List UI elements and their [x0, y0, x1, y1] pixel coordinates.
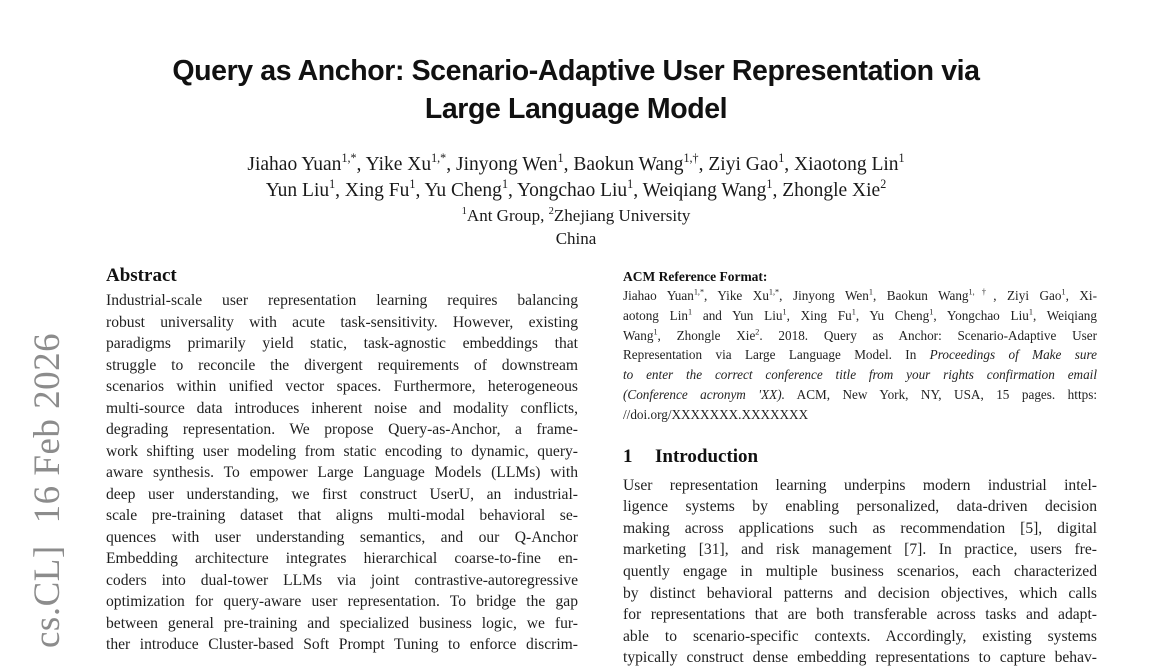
- acm-reference-heading: ACM Reference Format:: [623, 269, 768, 284]
- affiliation-country: China: [555, 229, 597, 248]
- acm-line: Representation via Large Language Model. In Proceedings of Make sure: [623, 347, 1097, 363]
- author-name: Yu Cheng: [424, 180, 502, 201]
- intro-line: quently engage in multiple business scenarios, each characterized: [623, 562, 1097, 580]
- abstract-line: paradigms primarily yield static, task-agnostic embeddings that: [106, 335, 578, 352]
- arxiv-date: 16 Feb 2026: [27, 332, 68, 524]
- author-name: Xiaotong Lin: [794, 154, 899, 175]
- acm-line: to enter the correct conference title from your rights confirmation email: [623, 367, 1097, 383]
- intro-line: ligence systems by enabling personalized, data-driven decision: [623, 498, 1097, 516]
- affiliations: [0, 204, 1152, 227]
- intro-line: marketing [31], and risk management [7]. In practice, users fre-: [623, 541, 1097, 559]
- author-affil-sup: 2: [880, 177, 887, 192]
- left-column: [106, 264, 578, 656]
- arxiv-stamp: [28, 333, 68, 648]
- abstract-line: robust universality with acute task-sensitivity. However, existing: [106, 313, 578, 331]
- introduction-body: [623, 475, 1097, 669]
- author-name: Yike Xu: [365, 154, 432, 175]
- author-affil-sup: 1: [627, 177, 634, 192]
- author-affil-sup: 1: [329, 177, 336, 192]
- intro-line: User representation learning underpins modern industrial intel-: [623, 476, 1097, 494]
- author-line-1: Jiahao Yuan$^{1,*}$, Yike $Xu^{1,*}$, Jinyong Wen$^1$, Baokun Wang$^{1,\dagger}$, Ziyi Gao$^1$, Xiaotong Lin$^1$: [247, 151, 905, 175]
- affiliation-ant-group: Ant Group,: [466, 206, 545, 225]
- author-name: Xing Fu: [344, 180, 410, 201]
- author-affil-sup: 1: [501, 177, 508, 192]
- abstract-line: ther introduce Cluster-based Soft Prompt Tuning to enforce discrim-: [106, 636, 578, 653]
- title-line-2: Large Language Model: [424, 93, 728, 125]
- abstract-line: multi-source data introduces inherent noise and modality conflicts,: [106, 399, 578, 417]
- author-affil-sup: 1: [409, 177, 416, 192]
- intro-line: able to scenario-specific contexts. Accordingly, existing systems: [623, 627, 1097, 645]
- acm-line: Jiahao Yuan$^{1,*}$, Yike $Xu^{1,*}$, Jinyong Wen$^1$, Baokun Wang$^{1,\dagger}$, Ziyi Gao$^1$, Xi-: [623, 287, 1097, 303]
- abstract-line: scenarios within unified vector spaces. Furthermore, heterogeneous: [106, 378, 578, 395]
- section-number: 1: [623, 445, 633, 467]
- author-affil-sup: 1,*: [341, 151, 357, 166]
- author-name: Ziyi Gao: [708, 154, 779, 175]
- author-affil-sup: 1: [898, 151, 905, 166]
- affil-sup: 1: [461, 206, 467, 218]
- author-name: Jinyong Wen: [455, 154, 558, 175]
- author-name: Yongchao Liu: [517, 180, 628, 201]
- acm-line: Wang$^1$, Zhongle Xie$^2$. 2018. Query as Anchor: Scenario-Adaptive User: [623, 327, 1097, 343]
- author-line-2: Yun Liu$^1$, Xing Fu$^1$, Yu Cheng$^1$, Yongchao Liu$^1$, Weiqiang Wang$^1$, Zhongle Xie$^2$: [265, 177, 887, 201]
- author-name: Zhongle Xie: [782, 180, 881, 201]
- intro-line: typically construct dense embedding representations to capture behav-: [623, 649, 1097, 667]
- author-affil-sup: 1,†: [683, 151, 699, 166]
- author-block: [0, 152, 1152, 250]
- abstract-line: deep user understanding, we first construct UserU, an industrial-: [106, 485, 578, 503]
- intro-line: by distinct behavioral patterns and decision objectives, which calls: [623, 584, 1097, 602]
- acm-line: aotong Lin$^1$ and Yun Liu$^1$, Xing Fu$^1$, Yu Cheng$^1$, Yongchao Liu$^1$, Weiqiang: [623, 307, 1097, 323]
- abstract-line: Industrial-scale user representation learning requires balancing: [106, 292, 578, 309]
- abstract-heading: Abstract: [106, 265, 177, 286]
- abstract-line: work shifting user modeling from static encoding to dynamic, query-: [106, 442, 578, 460]
- intro-line: for representations that are both transferable across tasks and adapt-: [623, 606, 1097, 624]
- affil-sup: 2: [548, 206, 554, 218]
- right-column: [623, 268, 1097, 669]
- author-affil-sup: 1,*: [431, 151, 447, 166]
- abstract-line: scale pre-training dataset that aligns multi-modal behavioral se-: [106, 507, 578, 524]
- section-title: Introduction: [655, 445, 759, 467]
- author-name: Weiqiang Wang: [642, 180, 767, 201]
- abstract-line: Embedding architecture integrates hierarchical coarse-to-fine en-: [106, 550, 578, 567]
- author-affil-sup: 1: [778, 151, 785, 166]
- abstract-line: coders into dual-tower LLMs via joint contrastive-autoregressive: [106, 571, 578, 589]
- introduction-heading: [623, 445, 1097, 469]
- author-name: Yun Liu: [265, 180, 330, 201]
- author-name: Baokun Wang: [573, 154, 684, 175]
- acm-line: (Conference acronym 'XX). ACM, New York, NY, USA, 15 pages. https:: [623, 386, 1097, 402]
- title-line-1: Query as Anchor: Scenario-Adaptive User Representation via: [172, 55, 980, 87]
- intro-line: making across applications such as recommendation [5], digital: [623, 519, 1097, 537]
- abstract-line: aware synthesis. To empower Large Language Models (LLMs) with: [106, 464, 578, 481]
- abstract-line: degrading representation. We propose Query-as-Anchor, a frame-: [106, 421, 578, 438]
- author-name: Jiahao Yuan: [247, 154, 342, 175]
- abstract-line: optimization for query-aware user representation. To bridge the gap: [106, 593, 578, 610]
- abstract-line: struggle to reconcile the divergent requirements of downstream: [106, 356, 578, 374]
- abstract-body: [106, 290, 578, 656]
- paper-title: [0, 52, 1152, 128]
- affiliation-zhejiang: Zhejiang University: [553, 206, 691, 225]
- author-affil-sup: 1: [557, 151, 564, 166]
- abstract-line: quences with user understanding semantics, and our Q-Anchor: [106, 528, 578, 546]
- acm-reference-body: [623, 286, 1097, 425]
- abstract-line: between general pre-training and specialized business logic, we fur-: [106, 614, 578, 632]
- doi-link[interactable]: //doi.org/XXXXXXX.XXXXXXX: [623, 406, 809, 422]
- author-affil-sup: 1: [766, 177, 773, 192]
- arxiv-category: cs.CL]: [27, 545, 68, 648]
